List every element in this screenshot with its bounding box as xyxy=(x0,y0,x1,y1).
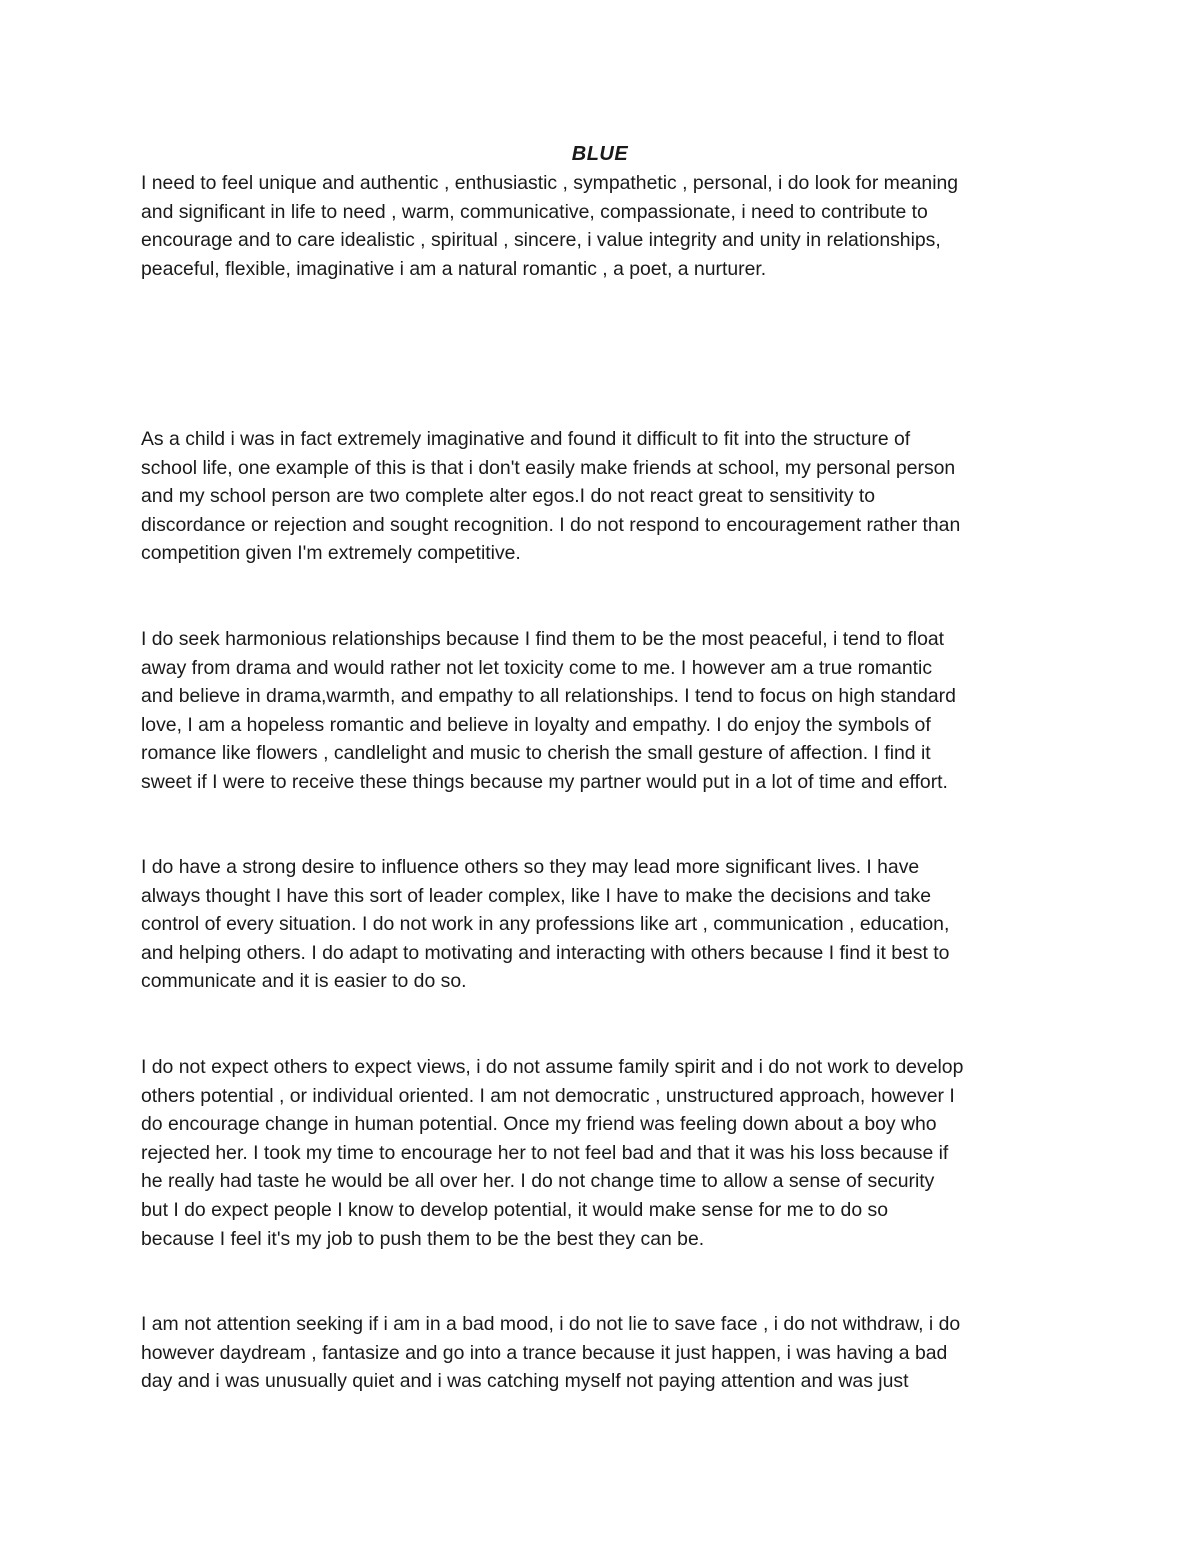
paragraph-line: but I do expect people I know to develop potential, it would make sense for me to do so xyxy=(141,1198,888,1221)
paragraph-line: day and i was unusually quiet and i was catching myself not paying attention and was just xyxy=(141,1370,909,1393)
paragraph-line: however daydream , fantasize and go into a trance because it just happen, i was having a bad xyxy=(141,1341,948,1364)
paragraph-line: I do not expect others to expect views, i do not assume family spirit and i do not work to develop xyxy=(141,1056,964,1078)
paragraph-line: and significant in life to need , warm, communicative, compassionate, i need to contribute to xyxy=(141,200,928,223)
paragraph-line: because I feel it's my job to push them to be the best they can be. xyxy=(141,1227,705,1250)
paragraph-1 xyxy=(141,169,1071,283)
paragraph-line: always thought I have this sort of leader complex, like I have to make the decisions and take xyxy=(141,884,932,907)
paragraph-line: away from drama and would rather not let toxicity come to me. I however am a true romantic xyxy=(141,656,933,679)
paragraph-line: I am not attention seeking if i am in a bad mood, i do not lie to save face , i do not withdraw, i do xyxy=(141,1313,961,1335)
paragraph-line: and my school person are two complete alter egos.I do not react great to sensitivity to xyxy=(141,485,875,508)
paragraph-line: others potential , or individual oriented. I am not democratic , unstructured approach, however I xyxy=(141,1084,955,1107)
paragraph-line: communicate and it is easier to do so. xyxy=(141,970,467,993)
paragraph-line: love, I am a hopeless romantic and believe in loyalty and empathy. I do enjoy the symbols of xyxy=(141,713,931,736)
paragraph-line: romance like flowers , candlelight and music to cherish the small gesture of affection. I find it xyxy=(141,742,931,765)
paragraph-2 xyxy=(141,425,1071,568)
paragraph-5 xyxy=(141,1053,1071,1253)
paragraph-line: and believe in drama,warmth, and empathy to all relationships. I tend to focus on high standard xyxy=(141,685,956,708)
paragraph-line: and helping others. I do adapt to motivating and interacting with others because I find it best to xyxy=(141,941,950,964)
document-title: BLUE xyxy=(571,143,629,165)
paragraph-6 xyxy=(141,1310,1071,1396)
paragraph-line: school life, one example of this is that i don't easily make friends at school, my personal person xyxy=(141,456,956,479)
paragraph-line: discordance or rejection and sought recognition. I do not respond to encouragement rather than xyxy=(141,513,961,536)
paragraph-line: sweet if I were to receive these things because my partner would put in a lot of time and effort. xyxy=(141,770,948,793)
paragraph-line: do encourage change in human potential. Once my friend was feeling down about a boy who xyxy=(141,1113,937,1136)
paragraph-line: As a child i was in fact extremely imaginative and found it difficult to fit into the structure of xyxy=(141,428,911,450)
paragraph-line: I need to feel unique and authentic , enthusiastic , sympathetic , personal, i do look for meaning xyxy=(141,172,959,194)
paragraph-4 xyxy=(141,853,1071,996)
paragraph-3 xyxy=(141,625,1071,797)
paragraph-line: encourage and to care idealistic , spiritual , sincere, i value integrity and unity in relationships, xyxy=(141,229,941,252)
paragraph-line: I do have a strong desire to influence others so they may lead more significant lives. I have xyxy=(141,856,920,878)
paragraph-line: rejected her. I took my time to encourage her to not feel bad and that it was his loss because if xyxy=(141,1141,949,1164)
paragraph-line: competition given I'm extremely competitive. xyxy=(141,542,521,565)
paragraph-line: he really had taste he would be all over her. I do not change time to allow a sense of security xyxy=(141,1170,935,1193)
paragraph-line: control of every situation. I do not work in any professions like art , communication , education, xyxy=(141,913,950,936)
paragraph-line: I do seek harmonious relationships because I find them to be the most peaceful, i tend to float xyxy=(141,628,945,650)
paragraph-line: peaceful, flexible, imaginative i am a natural romantic , a poet, a nurturer. xyxy=(141,257,767,280)
